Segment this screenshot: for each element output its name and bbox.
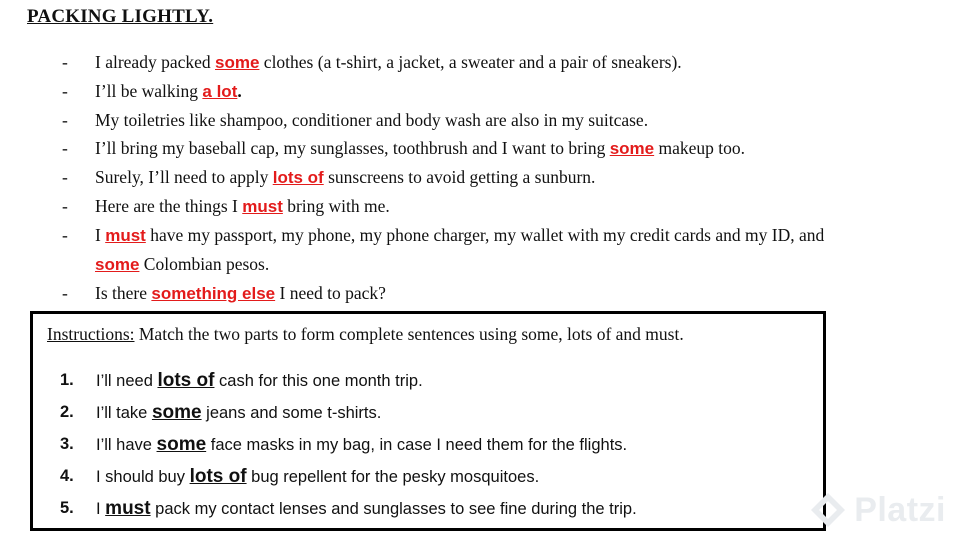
bullet-text: makeup too. — [654, 138, 746, 158]
bullet-dash: - — [62, 52, 68, 72]
bullet-dash: - — [62, 81, 68, 101]
item-text: I — [96, 500, 106, 518]
bullet-text: clothes (a t-shirt, a jacket, a sweater and a pair of sneakers). — [259, 52, 682, 72]
highlight-word: something else — [151, 284, 276, 303]
item-text: face masks in my bag, in case I need them for the flights. — [206, 436, 628, 454]
bullet-item — [60, 48, 950, 77]
instructions-label: Instructions: — [47, 324, 135, 344]
keyword: must — [105, 498, 151, 519]
instructions-text: Match the two parts to form complete sentences using some, lots of and must. — [134, 324, 684, 344]
bullet-text: I already packed — [95, 52, 215, 72]
item-text: I’ll need — [96, 372, 158, 390]
item-number: 1. — [60, 371, 74, 389]
highlight-word: must — [105, 226, 146, 245]
bullet-text: have my passport, my phone, my phone charger, my wallet with my credit cards and my ID, and — [145, 225, 825, 245]
item-number: 5. — [60, 499, 74, 517]
page-title: PACKING LIGHTLY. — [27, 6, 214, 27]
bullet-text: bring with me. — [282, 196, 390, 216]
bullet-text: Colombian pesos. — [139, 254, 270, 274]
keyword: lots of — [157, 370, 215, 391]
bullet-dash: - — [62, 138, 68, 158]
bullet-period: . — [237, 81, 242, 101]
item-text: pack my contact lenses and sunglasses to see fine during the trip. — [150, 500, 637, 518]
exercise-box — [30, 311, 826, 531]
watermark-text: Platzi — [854, 490, 946, 529]
bullet-text: I need to pack? — [275, 283, 386, 303]
bullet-dash: - — [62, 283, 68, 303]
keyword: some — [151, 402, 202, 423]
highlight-word: some — [215, 53, 260, 72]
bullet-item — [60, 163, 950, 192]
bullet-text: Here are the things I — [95, 196, 243, 216]
item-text: I’ll have — [96, 436, 157, 454]
highlight-word: lots of — [272, 168, 324, 187]
highlight-word: a lot — [202, 82, 238, 101]
highlight-word: some — [95, 255, 140, 274]
bullet-list — [60, 48, 950, 308]
bullet-text: I’ll bring my baseball cap, my sunglasses, toothbrush and I want to bring — [95, 138, 610, 158]
bullet-item — [60, 77, 950, 106]
item-text: jeans and some t-shirts. — [201, 404, 382, 422]
bullet-dash: - — [62, 110, 68, 130]
platzi-watermark — [808, 490, 946, 530]
bullet-dash: - — [62, 196, 68, 216]
item-text: I should buy — [96, 468, 190, 486]
item-text: I’ll take — [96, 404, 152, 422]
item-text: bug repellent for the pesky mosquitoes. — [246, 468, 540, 486]
bullet-text: My toiletries like shampoo, conditioner and body wash are also in my suitcase. — [95, 110, 649, 130]
bullet-text: Is there — [95, 283, 152, 303]
exercise-item — [60, 493, 800, 525]
exercise-item — [60, 365, 800, 397]
exercise-item — [60, 429, 800, 461]
bullet-item — [60, 134, 950, 163]
instructions — [47, 324, 684, 345]
bullet-item — [60, 192, 950, 221]
bullet-item — [60, 106, 950, 134]
keyword: some — [156, 434, 207, 455]
item-number: 2. — [60, 403, 74, 421]
bullet-item — [60, 279, 950, 308]
highlight-word: some — [609, 139, 655, 158]
bullet-text: I — [95, 225, 106, 245]
item-text: cash for this one month trip. — [214, 372, 423, 390]
bullet-text: sunscreens to avoid getting a sunburn. — [323, 167, 596, 187]
bullet-dash: - — [62, 167, 68, 187]
bullet-dash: - — [62, 225, 68, 245]
bullet-text: I’ll be walking — [95, 81, 203, 101]
keyword: lots of — [189, 466, 247, 487]
exercise-list — [60, 365, 800, 525]
item-number: 3. — [60, 435, 74, 453]
highlight-word: must — [242, 197, 283, 216]
bullet-item — [60, 221, 950, 279]
bullet-text: Surely, I’ll need to apply — [95, 167, 273, 187]
platzi-logo-icon — [808, 490, 848, 530]
item-number: 4. — [60, 467, 74, 485]
exercise-item — [60, 397, 800, 429]
exercise-item — [60, 461, 800, 493]
